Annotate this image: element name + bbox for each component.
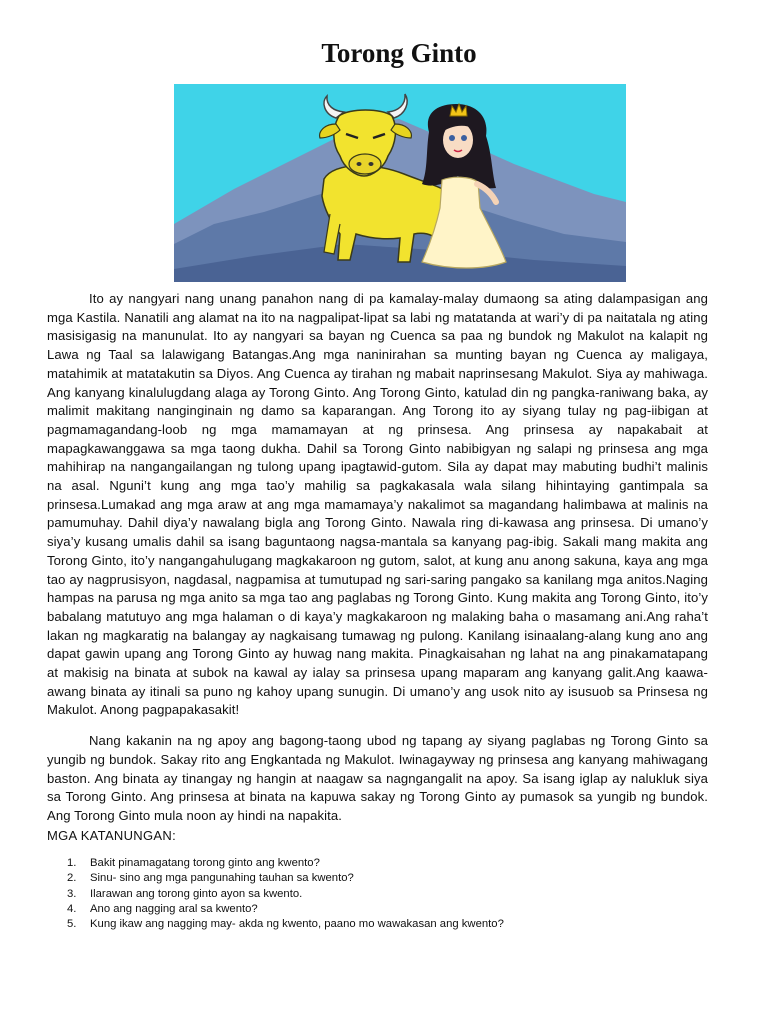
question-number: 1. xyxy=(67,857,77,869)
question-text: Sinu- sino ang mga pangunahing tauhan sa kwento? xyxy=(90,872,354,885)
story-illustration xyxy=(174,84,626,282)
question-text: Bakit pinamagatang torong ginto ang kwento? xyxy=(90,857,320,869)
question-item xyxy=(47,856,504,871)
question-number: 4. xyxy=(67,902,77,915)
questions-list xyxy=(47,856,504,932)
question-item xyxy=(47,871,504,886)
question-text: Ano ang nagging aral sa kwento? xyxy=(90,902,258,915)
question-item xyxy=(47,917,504,932)
question-number: 3. xyxy=(67,887,77,900)
question-item xyxy=(47,887,504,902)
question-number: 2. xyxy=(67,872,77,885)
page-title: Torong Ginto xyxy=(321,38,477,68)
questions-heading: MGA KATANUNGAN: xyxy=(47,828,176,843)
question-item xyxy=(47,902,504,917)
story-paragraph: Ito ay nangyari nang unang panahon nang di pa kamalay-malay dumaong sa ating dalampasigan ang mga Kastila. Nanatili ang alamat na ito na nagpalipat-lipat sa labi ng matatanda at wari’y di pa naitatala ng ating masisigasig na manunulat. Ito ay nangyari sa bayan ng Cuenca sa paa ng bundok ng Makulot na kalapit ng Lawa ng Taal sa lalawigang Batangas.Ang mga naninirahan sa munting bayan ng Cuenca ay maligaya, matahimik at matatakutin sa Diyos. Ang Cuenca ay tirahan ng mabait naprinsesang Makulot. Siya ay mahiwaga. Ang kanyang kinalulugdang alaga ay Torong Ginto. Ang Torong Ginto, katulad din ng pangka-raniwang baka, ay malimit makitang nanginginain ng damo sa kaparangan. Ang Torong ito ay siyang tulay ng pag-iibigan at pagmamagandang-loob ng mga mamamayan at ng prinsesa. Ang prinsesa ay napakabait at mapagkawanggawa sa mga taong dukha. Dahil sa Torong Ginto nabibigyan ng salapi ng prinsesa ang mga mahihirap na nangangailangan ng tulong upang ipagtawid-gutom. Sila ay dapat may mabuting budhi’t malinis na asal. Nguni’t kung ang mga tao’y mahilig sa pagkakasala wala silang hihintaying gantimpala sa prinsesa.Lumakad ang mga araw at ang mga mamamaya’y nakalimot sa magandang halimbawa at malinis na pamumuhay. Dahil diya’y nawalang bigla ang Torong Ginto. Nawala ring di-kawasa ang prinsesa. Di umano’y siya’y kusang umalis dahil sa isang baguntaong nagsa-mantala sa kanyang pag-ibig. Sakali mang makita ang Torong Ginto, ito’y nangangahulugang magkakaroon ng gutom, salot, at kung anu anong sakuna, kaya ang mga tao ay nagprusisyon, nagdasal, nagpamisa at tumutupad ng sari-saring pangako sa kanilang mga anitos.Naging hampas na parusa ng mga anito sa mga tao ang paglabas ng Torong Ginto. Kung makita ang Torong Ginto, ito’y babalang matutuyo ang mga halaman o di kaya’y magkakaroon ng malaking baha o masamang ani.Ang raha’t lakan ng magkaratig na balangay ay nagkaisang tumawag ng pulong. Kanilang isinaalang-alang kung ano ang dapat gawin upang ang Torong Ginto ay huwag nang makita. Pinagkaisahan ng lahat na ang pinakamatapang at makisig na binata at subok na kawal ay ialay sa prinsesa upang maparam ang kanyang galit.Ang kaawa-awang binata ay itinali sa puno ng kahoy upang sunugin. Di umano’y ang usok nito ay isusuob sa Prinsesa ng Makulot. Anong pagpapakasakit! xyxy=(47,291,708,718)
question-text: Kung ikaw ang nagging may- akda ng kwento, paano mo wawakasan ang kwento? xyxy=(90,918,504,931)
question-text: Ilarawan ang torong ginto ayon sa kwento. xyxy=(90,887,303,900)
question-number: 5. xyxy=(67,918,77,931)
story-body xyxy=(47,290,708,838)
story-paragraph: Nang kakanin na ng apoy ang bagong-taong ubod ng tapang ay siyang paglabas ng Torong Ginto sa yungib ng bundok. Sakay rito ang Engkantada ng Makulot. Iwinagayway ng prinsesa ang kanyang mahiwagang baston. Ang binata ay tinangay ng hangin at naagaw sa nagngangalit na apoy. Sa isang iglap ay nalukluk siya sa Torong Ginto. Ang prinsesa at binata na kapuwa sakay ng Torong Ginto ay pumasok sa yungib ng bundok. Ang Torong Ginto mula noon ay hindi na napakita. xyxy=(47,733,708,823)
